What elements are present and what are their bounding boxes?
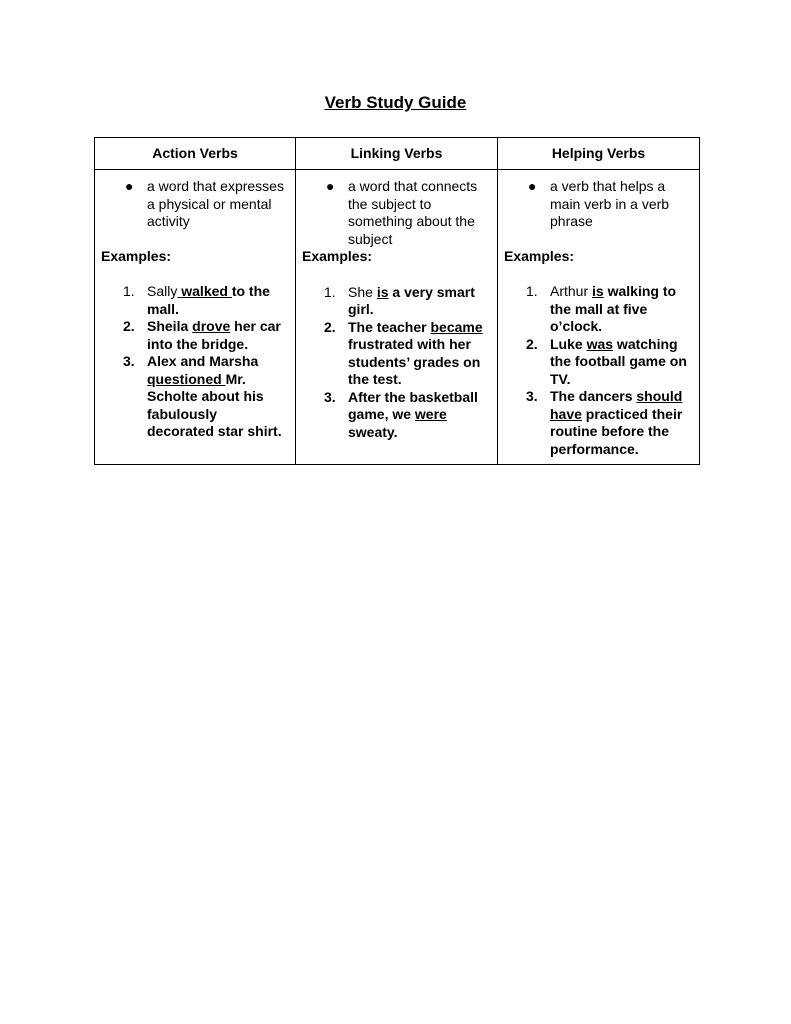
examples-label: Examples: xyxy=(101,247,172,264)
example-text: watching the football game on TV. xyxy=(550,335,687,387)
verb-highlight: should have xyxy=(550,388,683,422)
definition-item xyxy=(101,178,289,231)
column-header-linking: Linking Verbs xyxy=(296,138,498,170)
bullet-icon: ● xyxy=(528,178,537,194)
example-number: 2. xyxy=(526,335,538,352)
examples-list xyxy=(504,283,693,458)
verb-highlight: is xyxy=(376,283,389,300)
definition-list xyxy=(504,178,693,231)
definition-item xyxy=(302,178,491,248)
example-number: 1. xyxy=(123,283,135,299)
example-text: Mr. Scholte about his fabulously decorated star shirt. xyxy=(147,370,282,439)
content-row xyxy=(95,170,700,465)
example-number: 1. xyxy=(324,283,336,300)
action-verbs-cell xyxy=(95,170,296,465)
examples-list xyxy=(302,284,491,442)
example-text: to the mall. xyxy=(147,283,270,317)
example-number: 1. xyxy=(526,283,538,299)
example-text: Sheila xyxy=(147,318,193,334)
example-item xyxy=(101,283,289,318)
example-item xyxy=(101,353,289,441)
column-header-helping: Helping Verbs xyxy=(498,138,700,170)
verb-highlight: were xyxy=(414,406,447,422)
examples-label: Examples: xyxy=(302,248,373,264)
example-item xyxy=(504,283,693,336)
definition-text: a word that expresses a physical or mental activity xyxy=(147,178,284,229)
example-item xyxy=(302,319,491,389)
examples-label: Examples: xyxy=(504,247,575,264)
example-text: a very smart girl. xyxy=(348,283,475,317)
example-number: 3. xyxy=(526,388,538,404)
example-text: Alex and Marsha xyxy=(147,353,259,369)
page-title: Verb Study Guide xyxy=(324,93,467,112)
example-text: frustrated with her students’ grades on the test. xyxy=(348,336,481,387)
column-header-action: Action Verbs xyxy=(95,138,296,170)
example-text: The dancers xyxy=(550,388,637,404)
definition-item xyxy=(504,178,693,231)
example-number: 2. xyxy=(324,318,336,335)
example-number: 2. xyxy=(123,318,135,334)
example-text: practiced their routine before the performance. xyxy=(550,405,683,457)
example-item xyxy=(101,318,289,353)
definition-list xyxy=(101,178,289,231)
example-item xyxy=(302,389,491,442)
definition-text: a word that connects the subject to something about the subject xyxy=(348,178,478,247)
bullet-icon: ● xyxy=(125,178,134,194)
linking-verbs-cell xyxy=(296,170,498,465)
verb-table xyxy=(94,137,700,465)
verb-highlight: is xyxy=(592,283,604,299)
helping-verbs-cell xyxy=(498,170,700,465)
example-text: The teacher xyxy=(348,318,431,335)
example-text: She xyxy=(348,283,377,300)
example-text: Luke xyxy=(550,335,587,352)
definition-text: a verb that helps a main verb in a verb phrase xyxy=(550,178,670,229)
header-row xyxy=(95,138,700,170)
example-text: Arthur xyxy=(550,283,593,299)
example-number: 3. xyxy=(324,388,336,405)
example-item xyxy=(504,388,693,458)
verb-highlight: walked xyxy=(177,283,232,299)
example-number: 3. xyxy=(123,353,135,369)
example-text: After the basketball game, we xyxy=(348,388,478,422)
example-item xyxy=(504,336,693,389)
verb-highlight: became xyxy=(430,318,483,335)
example-item xyxy=(302,284,491,319)
verb-highlight: was xyxy=(586,335,614,352)
verb-highlight: questioned xyxy=(147,370,226,387)
example-text: walking to the mall at five o’clock. xyxy=(550,283,677,334)
example-text: sweaty. xyxy=(348,423,398,440)
example-text: Sally xyxy=(147,283,178,299)
bullet-icon: ● xyxy=(326,178,335,194)
definition-list xyxy=(302,178,491,248)
examples-list xyxy=(101,283,289,441)
verb-highlight: drove xyxy=(192,318,231,334)
example-text: her car into the bridge. xyxy=(147,318,281,352)
